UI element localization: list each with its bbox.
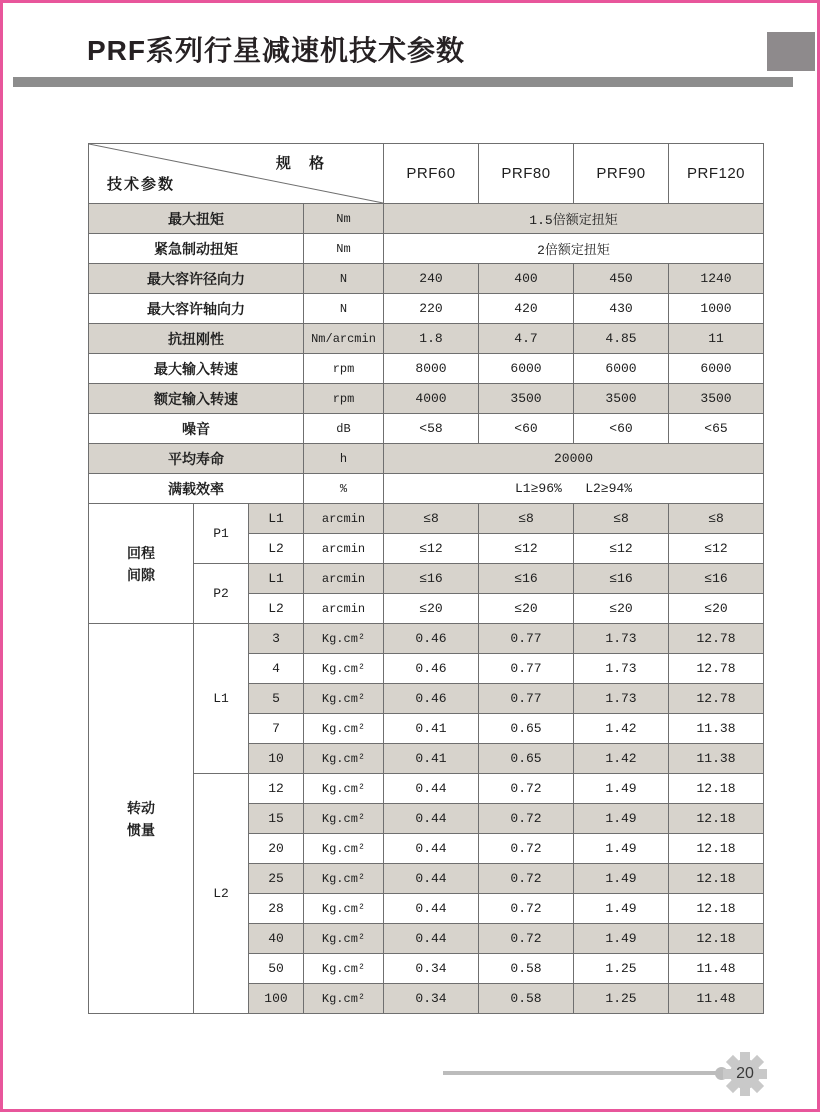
value-cell: ≤16 — [479, 564, 574, 594]
value-cell: 0.44 — [384, 924, 479, 954]
value-cell: 1.73 — [574, 684, 669, 714]
level-label: L1 — [249, 564, 304, 594]
value-cell: L1≥96% L2≥94% — [384, 474, 764, 504]
value-cell: 12.78 — [669, 624, 764, 654]
table-row — [89, 234, 764, 264]
value-cell: ≤8 — [669, 504, 764, 534]
ratio-label: 12 — [249, 774, 304, 804]
param-label: 满载效率 — [89, 474, 304, 504]
backlash-group-text: 回程间隙 — [126, 544, 155, 583]
ratio-label: 40 — [249, 924, 304, 954]
value-cell: 0.72 — [479, 864, 574, 894]
value-cell: 12.78 — [669, 654, 764, 684]
value-cell: <60 — [574, 414, 669, 444]
value-cell: 1.49 — [574, 834, 669, 864]
value-cell: 11.38 — [669, 714, 764, 744]
ratio-label: 28 — [249, 894, 304, 924]
header-spec-label: 规 格 — [275, 155, 331, 172]
value-cell: 12.18 — [669, 834, 764, 864]
backlash-group-label — [89, 504, 194, 624]
table-row — [89, 264, 764, 294]
value-cell: 0.46 — [384, 654, 479, 684]
value-cell: 0.65 — [479, 744, 574, 774]
value-cell: 12.18 — [669, 804, 764, 834]
value-cell: 1.8 — [384, 324, 479, 354]
value-cell: 0.44 — [384, 894, 479, 924]
value-cell: 0.58 — [479, 954, 574, 984]
table-row — [89, 444, 764, 474]
value-cell: 0.41 — [384, 744, 479, 774]
value-cell: 3500 — [669, 384, 764, 414]
unit-cell: Kg.cm² — [304, 924, 384, 954]
column-header-prf90: PRF90 — [574, 144, 669, 204]
unit-cell: Kg.cm² — [304, 834, 384, 864]
param-label: 最大容许轴向力 — [89, 294, 304, 324]
column-header-prf120: PRF120 — [669, 144, 764, 204]
value-cell: 0.34 — [384, 954, 479, 984]
value-cell: 1240 — [669, 264, 764, 294]
inertia-group-label — [89, 624, 194, 1014]
table-row — [89, 474, 764, 504]
table-row — [89, 294, 764, 324]
unit-cell: arcmin — [304, 534, 384, 564]
value-cell: 3500 — [479, 384, 574, 414]
level-group-label: L1 — [194, 624, 249, 774]
unit-cell: h — [304, 444, 384, 474]
unit-cell: Kg.cm² — [304, 774, 384, 804]
value-cell: 1.49 — [574, 924, 669, 954]
ratio-label: 7 — [249, 714, 304, 744]
value-cell: ≤16 — [574, 564, 669, 594]
value-cell: 0.34 — [384, 984, 479, 1014]
value-cell: 12.18 — [669, 894, 764, 924]
value-cell: 11.38 — [669, 744, 764, 774]
value-cell: 12.78 — [669, 684, 764, 714]
ratio-label: 15 — [249, 804, 304, 834]
value-cell: 0.72 — [479, 894, 574, 924]
value-cell: ≤20 — [479, 594, 574, 624]
value-cell: 11.48 — [669, 984, 764, 1014]
unit-cell: Kg.cm² — [304, 894, 384, 924]
value-cell: 4000 — [384, 384, 479, 414]
value-cell: 0.65 — [479, 714, 574, 744]
param-label: 最大扭矩 — [89, 204, 304, 234]
value-cell: ≤12 — [669, 534, 764, 564]
ratio-label: 50 — [249, 954, 304, 984]
value-cell: 430 — [574, 294, 669, 324]
value-cell: 12.18 — [669, 924, 764, 954]
value-cell: ≤8 — [574, 504, 669, 534]
corner-decoration-rect — [767, 32, 815, 71]
value-cell: 0.72 — [479, 924, 574, 954]
unit-cell: N — [304, 264, 384, 294]
unit-cell: Nm — [304, 234, 384, 264]
value-cell: 0.46 — [384, 624, 479, 654]
table-row — [89, 504, 764, 534]
unit-cell: Kg.cm² — [304, 984, 384, 1014]
value-cell: 8000 — [384, 354, 479, 384]
value-cell: 0.44 — [384, 774, 479, 804]
value-cell: 240 — [384, 264, 479, 294]
ratio-label: 4 — [249, 654, 304, 684]
value-cell: ≤12 — [384, 534, 479, 564]
value-cell: 0.77 — [479, 684, 574, 714]
unit-cell: dB — [304, 414, 384, 444]
ratio-label: 5 — [249, 684, 304, 714]
value-cell: 0.72 — [479, 774, 574, 804]
unit-cell: Kg.cm² — [304, 684, 384, 714]
param-label: 紧急制动扭矩 — [89, 234, 304, 264]
value-cell: 400 — [479, 264, 574, 294]
unit-cell: Kg.cm² — [304, 954, 384, 984]
param-label: 抗扭刚性 — [89, 324, 304, 354]
level-label: L2 — [249, 594, 304, 624]
value-cell: ≤16 — [384, 564, 479, 594]
param-label: 平均寿命 — [89, 444, 304, 474]
value-cell: 1.42 — [574, 744, 669, 774]
ratio-label: 10 — [249, 744, 304, 774]
ratio-label: 100 — [249, 984, 304, 1014]
value-cell: 1.49 — [574, 774, 669, 804]
param-label: 最大输入转速 — [89, 354, 304, 384]
value-cell: 0.72 — [479, 804, 574, 834]
value-cell: 1.25 — [574, 954, 669, 984]
value-cell: ≤12 — [479, 534, 574, 564]
unit-cell: arcmin — [304, 594, 384, 624]
value-cell: 4.7 — [479, 324, 574, 354]
spec-table — [88, 143, 764, 1014]
value-cell: 420 — [479, 294, 574, 324]
unit-cell: rpm — [304, 354, 384, 384]
unit-cell: Nm/arcmin — [304, 324, 384, 354]
value-cell: 1.49 — [574, 804, 669, 834]
unit-cell: Kg.cm² — [304, 624, 384, 654]
table-row — [89, 204, 764, 234]
value-cell: 0.77 — [479, 624, 574, 654]
ratio-label: 20 — [249, 834, 304, 864]
table-row — [89, 354, 764, 384]
unit-cell: Kg.cm² — [304, 714, 384, 744]
value-cell: 1.25 — [574, 984, 669, 1014]
value-cell: 2倍额定扭矩 — [384, 234, 764, 264]
ratio-label: 25 — [249, 864, 304, 894]
unit-cell: Kg.cm² — [304, 804, 384, 834]
value-cell: ≤12 — [574, 534, 669, 564]
value-cell: ≤8 — [384, 504, 479, 534]
value-cell: 11.48 — [669, 954, 764, 984]
value-cell: 0.58 — [479, 984, 574, 1014]
value-cell: 0.44 — [384, 834, 479, 864]
level-label: L1 — [249, 504, 304, 534]
value-cell: 12.18 — [669, 864, 764, 894]
value-cell: 11 — [669, 324, 764, 354]
gear-icon — [723, 1052, 767, 1096]
column-header-prf60: PRF60 — [384, 144, 479, 204]
value-cell: ≤20 — [574, 594, 669, 624]
page-title: PRF系列行星减速机技术参数 — [87, 35, 466, 66]
level-group-label: L2 — [194, 774, 249, 1014]
grade-label: P2 — [194, 564, 249, 624]
grade-label: P1 — [194, 504, 249, 564]
table-row — [89, 384, 764, 414]
value-cell: ≤20 — [384, 594, 479, 624]
unit-cell: arcmin — [304, 564, 384, 594]
value-cell: 0.77 — [479, 654, 574, 684]
value-cell: ≤20 — [669, 594, 764, 624]
unit-cell: rpm — [304, 384, 384, 414]
value-cell: 1.49 — [574, 864, 669, 894]
value-cell: 1.73 — [574, 654, 669, 684]
page-number: 20 — [736, 1065, 754, 1082]
value-cell: ≤8 — [479, 504, 574, 534]
value-cell: <60 — [479, 414, 574, 444]
value-cell: 20000 — [384, 444, 764, 474]
unit-cell: Kg.cm² — [304, 654, 384, 684]
table-row — [89, 624, 764, 654]
footer-rule — [443, 1071, 719, 1075]
table-row — [89, 324, 764, 354]
value-cell: 0.44 — [384, 804, 479, 834]
value-cell: 0.44 — [384, 864, 479, 894]
value-cell: 1000 — [669, 294, 764, 324]
value-cell: 1.49 — [574, 894, 669, 924]
value-cell: 6000 — [574, 354, 669, 384]
value-cell: 1.73 — [574, 624, 669, 654]
param-label: 最大容许径向力 — [89, 264, 304, 294]
unit-cell: Kg.cm² — [304, 864, 384, 894]
value-cell: 12.18 — [669, 774, 764, 804]
value-cell: 0.72 — [479, 834, 574, 864]
value-cell: 6000 — [669, 354, 764, 384]
inertia-group-text: 转动惯量 — [126, 799, 155, 838]
title-underline-bar — [13, 77, 793, 87]
unit-cell: N — [304, 294, 384, 324]
value-cell: 3500 — [574, 384, 669, 414]
header-param-label: 技术参数 — [107, 176, 176, 193]
column-header-prf80: PRF80 — [479, 144, 574, 204]
value-cell: 4.85 — [574, 324, 669, 354]
value-cell: ≤16 — [669, 564, 764, 594]
ratio-label: 3 — [249, 624, 304, 654]
diagonal-header-cell — [89, 144, 384, 204]
unit-cell: Nm — [304, 204, 384, 234]
param-label: 额定输入转速 — [89, 384, 304, 414]
value-cell: <65 — [669, 414, 764, 444]
value-cell: <58 — [384, 414, 479, 444]
value-cell: 6000 — [479, 354, 574, 384]
value-cell: 0.41 — [384, 714, 479, 744]
unit-cell: % — [304, 474, 384, 504]
value-cell: 450 — [574, 264, 669, 294]
unit-cell: Kg.cm² — [304, 744, 384, 774]
param-label: 噪音 — [89, 414, 304, 444]
table-row — [89, 414, 764, 444]
value-cell: 0.46 — [384, 684, 479, 714]
value-cell: 1.42 — [574, 714, 669, 744]
table-header-row — [89, 144, 764, 204]
value-cell: 1.5倍额定扭矩 — [384, 204, 764, 234]
level-label: L2 — [249, 534, 304, 564]
value-cell: 220 — [384, 294, 479, 324]
unit-cell: arcmin — [304, 504, 384, 534]
